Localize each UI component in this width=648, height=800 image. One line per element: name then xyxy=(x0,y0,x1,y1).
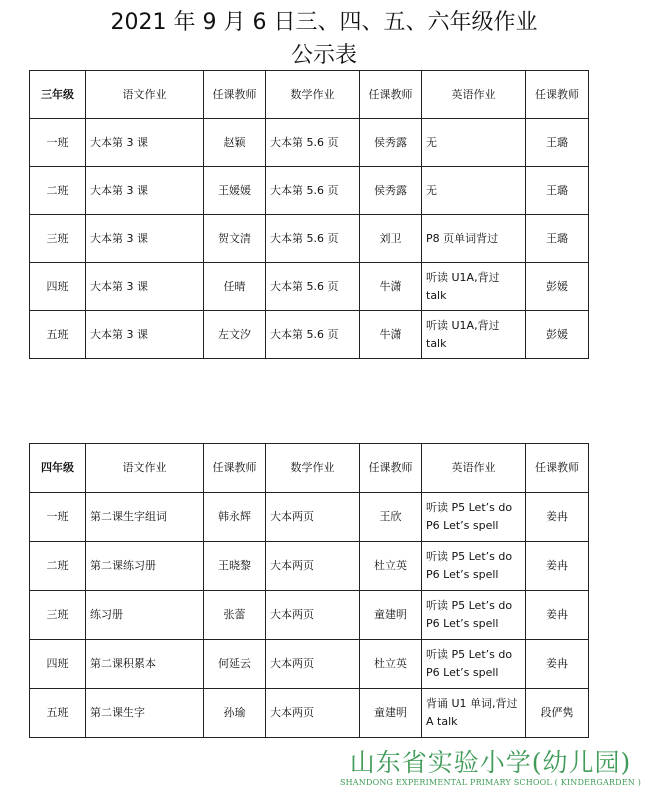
class-cell: 一班 xyxy=(30,119,86,167)
teacher-cell: 童建明 xyxy=(360,689,422,738)
teacher-cell: 姜冉 xyxy=(526,640,589,689)
teacher-cell: 彭媛 xyxy=(526,311,589,359)
column-header: 任课教师 xyxy=(360,71,422,119)
class-cell: 三班 xyxy=(30,215,86,263)
math-homework-cell: 大本两页 xyxy=(266,689,360,738)
math-homework-cell: 大本第 5.6 页 xyxy=(266,215,360,263)
teacher-cell: 侯秀露 xyxy=(360,119,422,167)
column-header: 英语作业 xyxy=(422,71,526,119)
chinese-homework-cell: 第二课积累本 xyxy=(86,640,204,689)
teacher-cell: 侯秀露 xyxy=(360,167,422,215)
chinese-homework-cell: 练习册 xyxy=(86,591,204,640)
column-header: 任课教师 xyxy=(204,444,266,493)
grade3-homework-table xyxy=(29,70,589,359)
class-cell: 五班 xyxy=(30,689,86,738)
english-homework-cell: 无 xyxy=(422,167,526,215)
column-header: 英语作业 xyxy=(422,444,526,493)
page-title: 2021 年 9 月 6 日三、四、五、六年级作业 xyxy=(110,10,538,35)
english-homework-cell: 听读 P5 Let’s do P6 Let’s spell xyxy=(422,493,526,542)
english-homework-cell: 听读 P5 Let’s do P6 Let’s spell xyxy=(422,591,526,640)
column-header: 语文作业 xyxy=(86,444,204,493)
grade-header: 四年级 xyxy=(30,444,86,493)
english-homework-cell: P8 页单词背过 xyxy=(422,215,526,263)
math-homework-cell: 大本第 5.6 页 xyxy=(266,263,360,311)
teacher-cell: 姜冉 xyxy=(526,591,589,640)
chinese-homework-cell: 第二课生字 xyxy=(86,689,204,738)
grade4-homework-table xyxy=(29,443,589,738)
table-header-row xyxy=(30,444,589,493)
class-cell: 二班 xyxy=(30,542,86,591)
column-header: 任课教师 xyxy=(360,444,422,493)
chinese-homework-cell: 大本第 3 课 xyxy=(86,215,204,263)
english-homework-cell: 听读 U1A,背过 talk xyxy=(422,311,526,359)
column-header: 任课教师 xyxy=(526,71,589,119)
column-header: 任课教师 xyxy=(526,444,589,493)
class-cell: 四班 xyxy=(30,640,86,689)
table-header-row xyxy=(30,71,589,119)
table-row xyxy=(30,311,589,359)
teacher-cell: 王璐 xyxy=(526,215,589,263)
teacher-cell: 童建明 xyxy=(360,591,422,640)
teacher-cell: 王晓黎 xyxy=(204,542,266,591)
teacher-cell: 姜冉 xyxy=(526,493,589,542)
teacher-cell: 王璐 xyxy=(526,167,589,215)
math-homework-cell: 大本两页 xyxy=(266,493,360,542)
table-row xyxy=(30,591,589,640)
english-homework-cell: 听读 U1A,背过 talk xyxy=(422,263,526,311)
chinese-homework-cell: 第二课生字组词 xyxy=(86,493,204,542)
teacher-cell: 何延云 xyxy=(204,640,266,689)
teacher-cell: 杜立英 xyxy=(360,542,422,591)
teacher-cell: 王媛媛 xyxy=(204,167,266,215)
chinese-homework-cell: 大本第 3 课 xyxy=(86,119,204,167)
chinese-homework-cell: 第二课练习册 xyxy=(86,542,204,591)
teacher-cell: 左文汐 xyxy=(204,311,266,359)
teacher-cell: 段俨隽 xyxy=(526,689,589,738)
column-header: 任课教师 xyxy=(204,71,266,119)
school-logo xyxy=(338,748,643,788)
teacher-cell: 王璐 xyxy=(526,119,589,167)
teacher-cell: 任晴 xyxy=(204,263,266,311)
math-homework-cell: 大本第 5.6 页 xyxy=(266,167,360,215)
table-row xyxy=(30,493,589,542)
table-row xyxy=(30,263,589,311)
class-cell: 一班 xyxy=(30,493,86,542)
english-homework-cell: 背诵 U1 单词,背过 A talk xyxy=(422,689,526,738)
chinese-homework-cell: 大本第 3 课 xyxy=(86,167,204,215)
teacher-cell: 赵颖 xyxy=(204,119,266,167)
class-cell: 四班 xyxy=(30,263,86,311)
teacher-cell: 彭媛 xyxy=(526,263,589,311)
table-row xyxy=(30,689,589,738)
teacher-cell: 张蕾 xyxy=(204,591,266,640)
class-cell: 二班 xyxy=(30,167,86,215)
math-homework-cell: 大本两页 xyxy=(266,542,360,591)
page-subtitle: 公示表 xyxy=(290,43,357,68)
chinese-homework-cell: 大本第 3 课 xyxy=(86,263,204,311)
teacher-cell: 姜冉 xyxy=(526,542,589,591)
table-row xyxy=(30,542,589,591)
table-row xyxy=(30,119,589,167)
column-header: 数学作业 xyxy=(266,71,360,119)
english-homework-cell: 听读 P5 Let’s do P6 Let’s spell xyxy=(422,640,526,689)
math-homework-cell: 大本第 5.6 页 xyxy=(266,119,360,167)
english-homework-cell: 听读 P5 Let’s do P6 Let’s spell xyxy=(422,542,526,591)
math-homework-cell: 大本两页 xyxy=(266,640,360,689)
class-cell: 三班 xyxy=(30,591,86,640)
math-homework-cell: 大本第 5.6 页 xyxy=(266,311,360,359)
teacher-cell: 王欣 xyxy=(360,493,422,542)
table-row xyxy=(30,215,589,263)
teacher-cell: 牛潇 xyxy=(360,311,422,359)
english-homework-cell: 无 xyxy=(422,119,526,167)
chinese-homework-cell: 大本第 3 课 xyxy=(86,311,204,359)
table-row xyxy=(30,640,589,689)
teacher-cell: 贺文清 xyxy=(204,215,266,263)
school-logo-chinese: 山东省实验小学(幼儿园) xyxy=(349,748,632,777)
teacher-cell: 牛潇 xyxy=(360,263,422,311)
teacher-cell: 孙瑜 xyxy=(204,689,266,738)
class-cell: 五班 xyxy=(30,311,86,359)
teacher-cell: 杜立英 xyxy=(360,640,422,689)
teacher-cell: 韩永辉 xyxy=(204,493,266,542)
table-row xyxy=(30,167,589,215)
column-header: 数学作业 xyxy=(266,444,360,493)
grade-header: 三年级 xyxy=(30,71,86,119)
teacher-cell: 刘卫 xyxy=(360,215,422,263)
school-logo-english: SHANDONG EXPERIMENTAL PRIMARY SCHOOL ( KINDERGARDEN ) xyxy=(339,778,642,787)
column-header: 语文作业 xyxy=(86,71,204,119)
math-homework-cell: 大本两页 xyxy=(266,591,360,640)
